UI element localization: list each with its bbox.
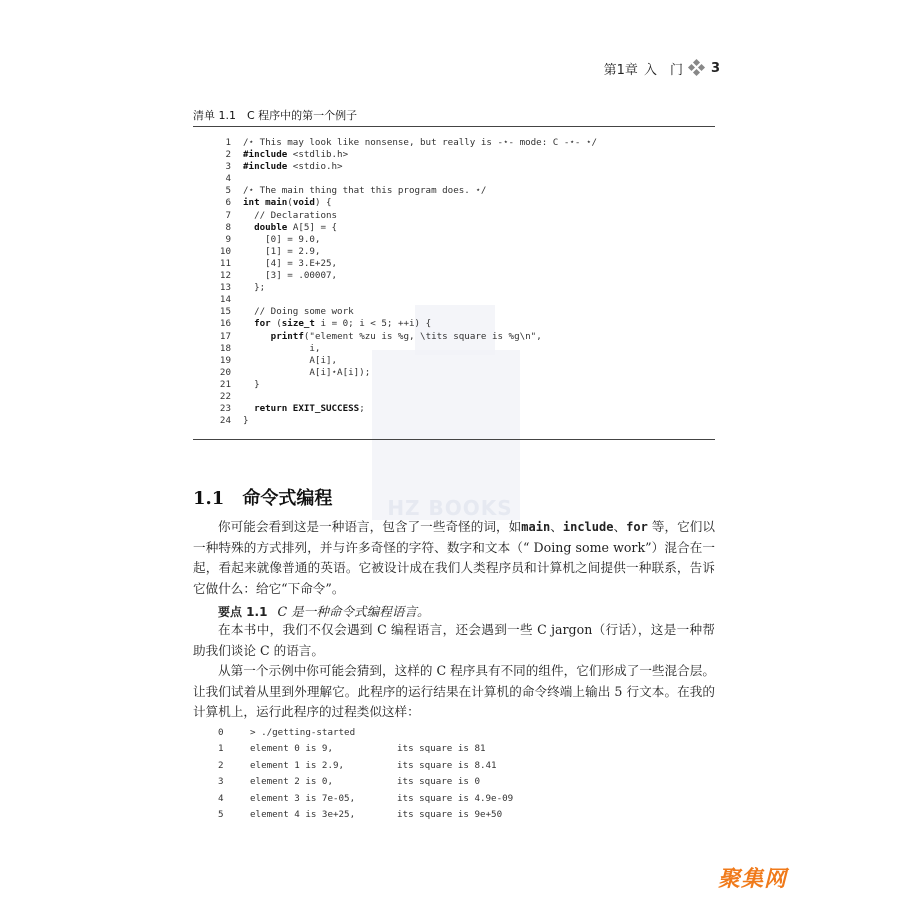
code-line (205, 343, 597, 355)
code-line-number: 22 (219, 390, 231, 402)
para1-sep2: 、 (613, 519, 627, 534)
output-element-text: element 3 is 7e-05, (250, 792, 356, 804)
code-segment: } (243, 378, 260, 390)
program-output-listing (218, 725, 513, 823)
code-line-text (243, 270, 337, 282)
code-line (205, 197, 597, 209)
code-segment: A[5] = { (287, 221, 338, 233)
code-keyword: double (254, 221, 288, 233)
code-segment: ( (287, 197, 293, 209)
output-square-text: its square is 4.9e-09 (397, 792, 514, 804)
code-line (205, 306, 597, 318)
code-line (205, 222, 597, 234)
code-line (205, 379, 597, 391)
takeaway-text: C 是一种命令式编程语言。 (277, 604, 430, 619)
code-line-number: 10 (219, 245, 231, 257)
code-segment: <stdio.h> (287, 161, 343, 173)
chapter-number: 第1章 (603, 62, 638, 78)
keyword-for: for (626, 520, 648, 534)
output-line (218, 807, 513, 823)
code-segment: [0] = 9.0, (243, 233, 321, 245)
para2-text: 在本书中，我们不仅会遇到 C 编程语言，还会遇到一些 C jargon（行话），这是一种帮助我们谈论 C 的语言。 (193, 622, 715, 658)
code-segment: // Doing some work (243, 306, 354, 318)
code-line-text (243, 185, 486, 197)
code-line (205, 415, 597, 427)
para1-sep1: 、 (550, 519, 563, 534)
code-line-text (243, 210, 337, 222)
code-line-number: 7 (225, 209, 231, 221)
para1-text-a: 你可能会看到这是一种语言，包含了一些奇怪的词，如 (218, 519, 522, 534)
code-keyword: #include (243, 149, 288, 161)
corner-logo: 聚集网 (718, 867, 788, 892)
section-number: 1.1 (193, 488, 225, 509)
code-segment: <stdlib.h> (287, 149, 349, 161)
code-segment: i, (243, 342, 321, 354)
code-line-text (243, 318, 431, 330)
code-line (205, 173, 597, 185)
code-line-number: 5 (225, 185, 231, 197)
takeaway-label: 要点 1.1 (218, 605, 268, 619)
code-line (205, 137, 597, 149)
code-segment: ) { (314, 197, 332, 209)
code-line-text (243, 403, 365, 415)
code-line-text (243, 137, 597, 149)
code-segment: // Declarations (243, 209, 338, 221)
code-segment: [1] = 2.9, (243, 245, 321, 257)
code-line-text (243, 331, 542, 343)
code-line (205, 403, 597, 415)
code-line-number: 3 (225, 161, 231, 173)
code-segment: [3] = .00007, (243, 270, 338, 282)
para3-text: 从第一个示例中你可能会猜到，这样的 C 程序具有不同的组件，它们形成了一些混合层。让我们试着从里到外理解它。此程序的运行结果在计算机的命令终端上输出 5 行文本。在我的计算机上，运行此程序的过程类似这样： (193, 663, 715, 720)
code-segment: /⋆ The main thing that this program does. ⋆/ (243, 185, 487, 197)
listing-caption: 清单 1.1 C 程序中的第一个例子 (193, 109, 358, 122)
code-line-text (243, 149, 348, 161)
code-segment: [4] = 3.E+25, (243, 257, 338, 269)
code-segment: ; (359, 403, 365, 415)
code-segment (243, 222, 254, 233)
output-square-text: its square is 9e+50 (397, 808, 503, 820)
code-line (205, 391, 597, 403)
running-header (560, 58, 720, 78)
code-line-number: 4 (225, 173, 231, 185)
code-line-text (243, 161, 343, 173)
output-line (218, 725, 513, 741)
code-line-number: 14 (219, 294, 231, 306)
code-line-number: 11 (219, 257, 231, 269)
code-keyword: for (254, 318, 271, 330)
listing-top-rule (193, 126, 715, 127)
code-line (205, 282, 597, 294)
output-element-text: element 0 is 9, (250, 743, 333, 755)
code-keyword: void (292, 197, 315, 209)
diamond-ornament-icon (689, 60, 705, 76)
code-line-number: 2 (225, 149, 231, 161)
output-element-text: element 1 is 2.9, (250, 759, 345, 771)
paragraph-1 (193, 517, 715, 599)
code-segment: A[i], (243, 354, 338, 366)
code-line-number: 15 (219, 306, 231, 318)
paragraph-2 (193, 620, 715, 661)
code-keyword: size_t (281, 318, 315, 330)
code-line-text (243, 343, 320, 355)
code-line-number: 23 (219, 403, 231, 415)
code-segment: /⋆ This may look like nonsense, but really is -⋆- mode: C -⋆- ⋆/ (243, 137, 598, 148)
output-square-text: its square is 0 (397, 776, 480, 788)
paragraph-3 (193, 661, 715, 723)
code-line-number: 1 (225, 137, 231, 148)
output-square-text: its square is 81 (397, 743, 486, 755)
code-line-number: 18 (219, 342, 231, 354)
code-line-number: 20 (219, 366, 231, 378)
output-element-text: element 2 is 0, (250, 776, 333, 788)
code-line (205, 367, 597, 379)
output-line-number: 2 (218, 759, 224, 771)
code-line-text (243, 282, 265, 294)
code-line (205, 270, 597, 282)
code-line-number: 6 (225, 197, 231, 209)
output-line (218, 774, 513, 790)
para1-text-b: 等，它们以一种特殊的方式排列，并与许多奇怪的字符、数字和文本（“ Doing some work”）混合在一起，看起来就像普通的英语。它被设计成在我们人类程序员和计算机之间提供一种联系，告诉它做什么：给它“下命令”。 (193, 519, 716, 596)
takeaway (218, 601, 430, 620)
code-line (205, 234, 597, 246)
code-line-number: 17 (219, 330, 231, 342)
code-line-text (243, 355, 337, 367)
code-keyword: return EXIT_SUCCESS (254, 403, 360, 415)
code-line-number: 19 (219, 354, 231, 366)
code-line-number: 24 (219, 415, 231, 427)
code-line-text (243, 306, 354, 318)
keyword-include: include (562, 520, 614, 534)
keyword-main: main (521, 520, 551, 534)
listing-bottom-rule (193, 439, 715, 440)
output-element-text: > ./getting-started (250, 727, 356, 738)
page-number: 3 (710, 60, 720, 76)
code-keyword: printf (270, 330, 304, 342)
code-segment (243, 318, 254, 329)
output-element-text: element 4 is 3e+25, (250, 808, 356, 820)
code-line-text (243, 222, 337, 234)
code-line (205, 246, 597, 258)
code-line-number: 12 (219, 270, 231, 282)
code-line-number: 21 (219, 378, 231, 390)
code-line (205, 161, 597, 173)
code-line-text (243, 258, 337, 270)
section-heading (193, 484, 332, 510)
code-keyword: int main (243, 197, 288, 209)
code-segment: }; (243, 282, 266, 294)
code-segment: ( (270, 318, 282, 330)
code-line-text (243, 415, 249, 427)
code-line-text (243, 379, 260, 391)
code-line-number: 16 (219, 318, 231, 330)
code-line-number: 9 (225, 233, 231, 245)
code-segment: } (243, 415, 249, 427)
output-line (218, 791, 513, 807)
code-line (205, 149, 597, 161)
output-square-text: its square is 8.41 (397, 759, 497, 771)
code-line (205, 185, 597, 197)
code-line (205, 318, 597, 330)
output-line (218, 741, 513, 757)
code-line (205, 331, 597, 343)
code-listing (205, 137, 597, 427)
code-line-text (243, 367, 370, 379)
watermark-text: HZ BOOKS (387, 496, 513, 520)
output-line-number: 3 (218, 776, 224, 788)
output-line-number: 4 (218, 792, 224, 804)
output-line-number: 5 (218, 808, 224, 820)
section-title: 命令式编程 (242, 488, 333, 509)
output-line-number: 0 (218, 727, 224, 738)
chapter-title: 入 门 (643, 62, 683, 78)
code-segment (243, 331, 271, 342)
code-keyword: #include (243, 161, 288, 173)
code-line-number: 8 (225, 221, 231, 233)
code-line (205, 355, 597, 367)
code-segment: i = 0; i < 5; ++i) { (314, 318, 432, 330)
code-line (205, 210, 597, 222)
code-line-number: 13 (219, 282, 231, 294)
code-line (205, 294, 597, 306)
code-line-text (243, 234, 320, 246)
code-line-text (243, 197, 332, 209)
code-line-text (243, 246, 320, 258)
code-segment: A[i]⋆A[i]); (243, 366, 371, 378)
code-segment (243, 403, 254, 414)
output-line-number: 1 (218, 743, 224, 755)
code-line (205, 258, 597, 270)
output-line (218, 758, 513, 774)
code-segment: ("element %zu is %g, \tits square is %g\n", (303, 330, 542, 342)
